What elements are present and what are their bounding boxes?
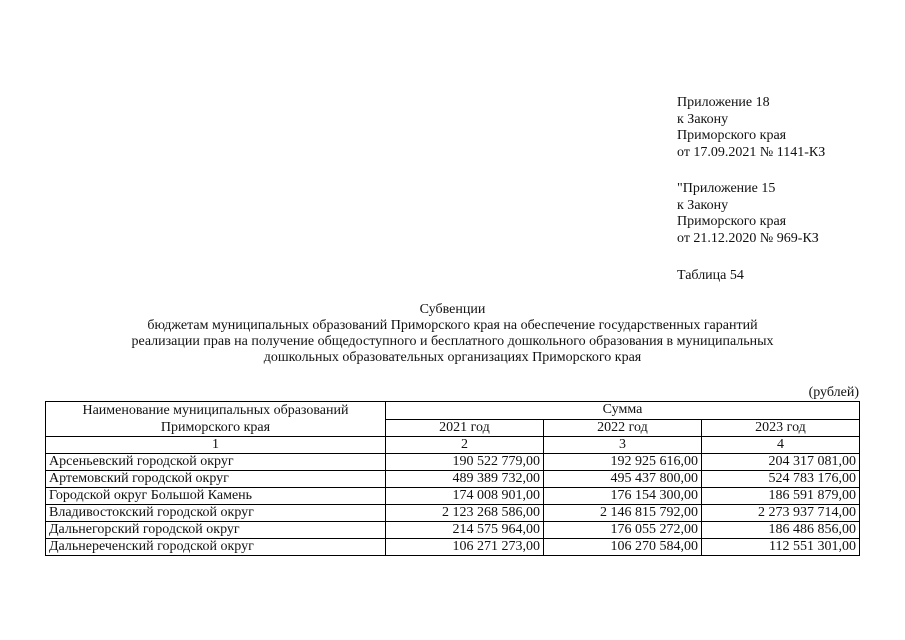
table-row (46, 505, 860, 522)
col-number: 2 (385, 437, 543, 454)
row-value-2021: 214 575 964,00 (385, 522, 543, 539)
appendix-15-line3: Приморского края (677, 214, 787, 229)
row-value-2022: 495 437 800,00 (543, 471, 701, 488)
appendix-18-line3: Приморского края (677, 128, 787, 143)
row-value-2022: 2 146 815 792,00 (543, 505, 701, 522)
row-value-2023: 186 591 879,00 (701, 488, 859, 505)
row-value-2023: 204 317 081,00 (701, 454, 859, 471)
title-line3: реализации прав на получение общедоступного и бесплатного дошкольного образования в муниципальных (131, 334, 774, 349)
appendix-15-line4: от 21.12.2020 № 969-КЗ (677, 230, 819, 246)
row-name: Дальнегорский городской округ (46, 522, 386, 539)
header-year-2023: 2023 год (701, 419, 859, 437)
appendix-18-block (677, 95, 825, 161)
row-name: Городской округ Большой Камень (46, 488, 386, 505)
row-value-2023: 2 273 937 714,00 (701, 505, 859, 522)
row-value-2021: 190 522 779,00 (385, 454, 543, 471)
row-value-2021: 2 123 268 586,00 (385, 505, 543, 522)
table-colnum-row (46, 437, 860, 454)
document-title (40, 302, 865, 366)
row-value-2023: 524 783 176,00 (701, 471, 859, 488)
appendix-18-line2: к Закону (677, 111, 729, 127)
row-value-2022: 176 055 272,00 (543, 522, 701, 539)
row-name: Владивостокский городской округ (46, 505, 386, 522)
row-value-2022: 192 925 616,00 (543, 454, 701, 471)
row-name: Дальнереченский городской округ (46, 539, 386, 556)
title-line1: Субвенции (419, 302, 486, 317)
row-value-2023: 112 551 301,00 (701, 539, 859, 556)
appendix-18-line4: от 17.09.2021 № 1141-КЗ (677, 144, 826, 160)
row-value-2022: 106 270 584,00 (543, 539, 701, 556)
table-row (46, 488, 860, 505)
subsidies-table (45, 401, 860, 556)
title-line4: дошкольных образовательных организациях Приморского края (263, 350, 642, 365)
appendix-15-block (677, 181, 819, 247)
unit-label: (рублей) (808, 385, 859, 400)
row-value-2021: 106 271 273,00 (385, 539, 543, 556)
table-header-row (46, 402, 860, 420)
row-value-2021: 174 008 901,00 (385, 488, 543, 505)
row-value-2022: 176 154 300,00 (543, 488, 701, 505)
header-sum: Сумма (385, 402, 859, 420)
col-number: 1 (46, 437, 386, 454)
row-name: Арсеньевский городской округ (46, 454, 386, 471)
table-row (46, 471, 860, 488)
appendix-15-line1: "Приложение 15 (677, 181, 776, 196)
row-value-2021: 489 389 732,00 (385, 471, 543, 488)
table-row (46, 454, 860, 471)
header-year-2022: 2022 год (543, 419, 701, 437)
row-value-2023: 186 486 856,00 (701, 522, 859, 539)
row-name: Артемовский городской округ (46, 471, 386, 488)
col-number: 4 (701, 437, 859, 454)
title-line2: бюджетам муниципальных образований Приморского края на обеспечение государственных гарантий (147, 318, 758, 333)
header-name: Наименование муниципальных образований Приморского края (46, 402, 386, 437)
table-number: Таблица 54 (677, 268, 744, 283)
appendix-18-line1: Приложение 18 (677, 95, 770, 110)
table-row (46, 522, 860, 539)
header-year-2021: 2021 год (385, 419, 543, 437)
table-row (46, 539, 860, 556)
appendix-15-line2: к Закону (677, 197, 729, 213)
col-number: 3 (543, 437, 701, 454)
